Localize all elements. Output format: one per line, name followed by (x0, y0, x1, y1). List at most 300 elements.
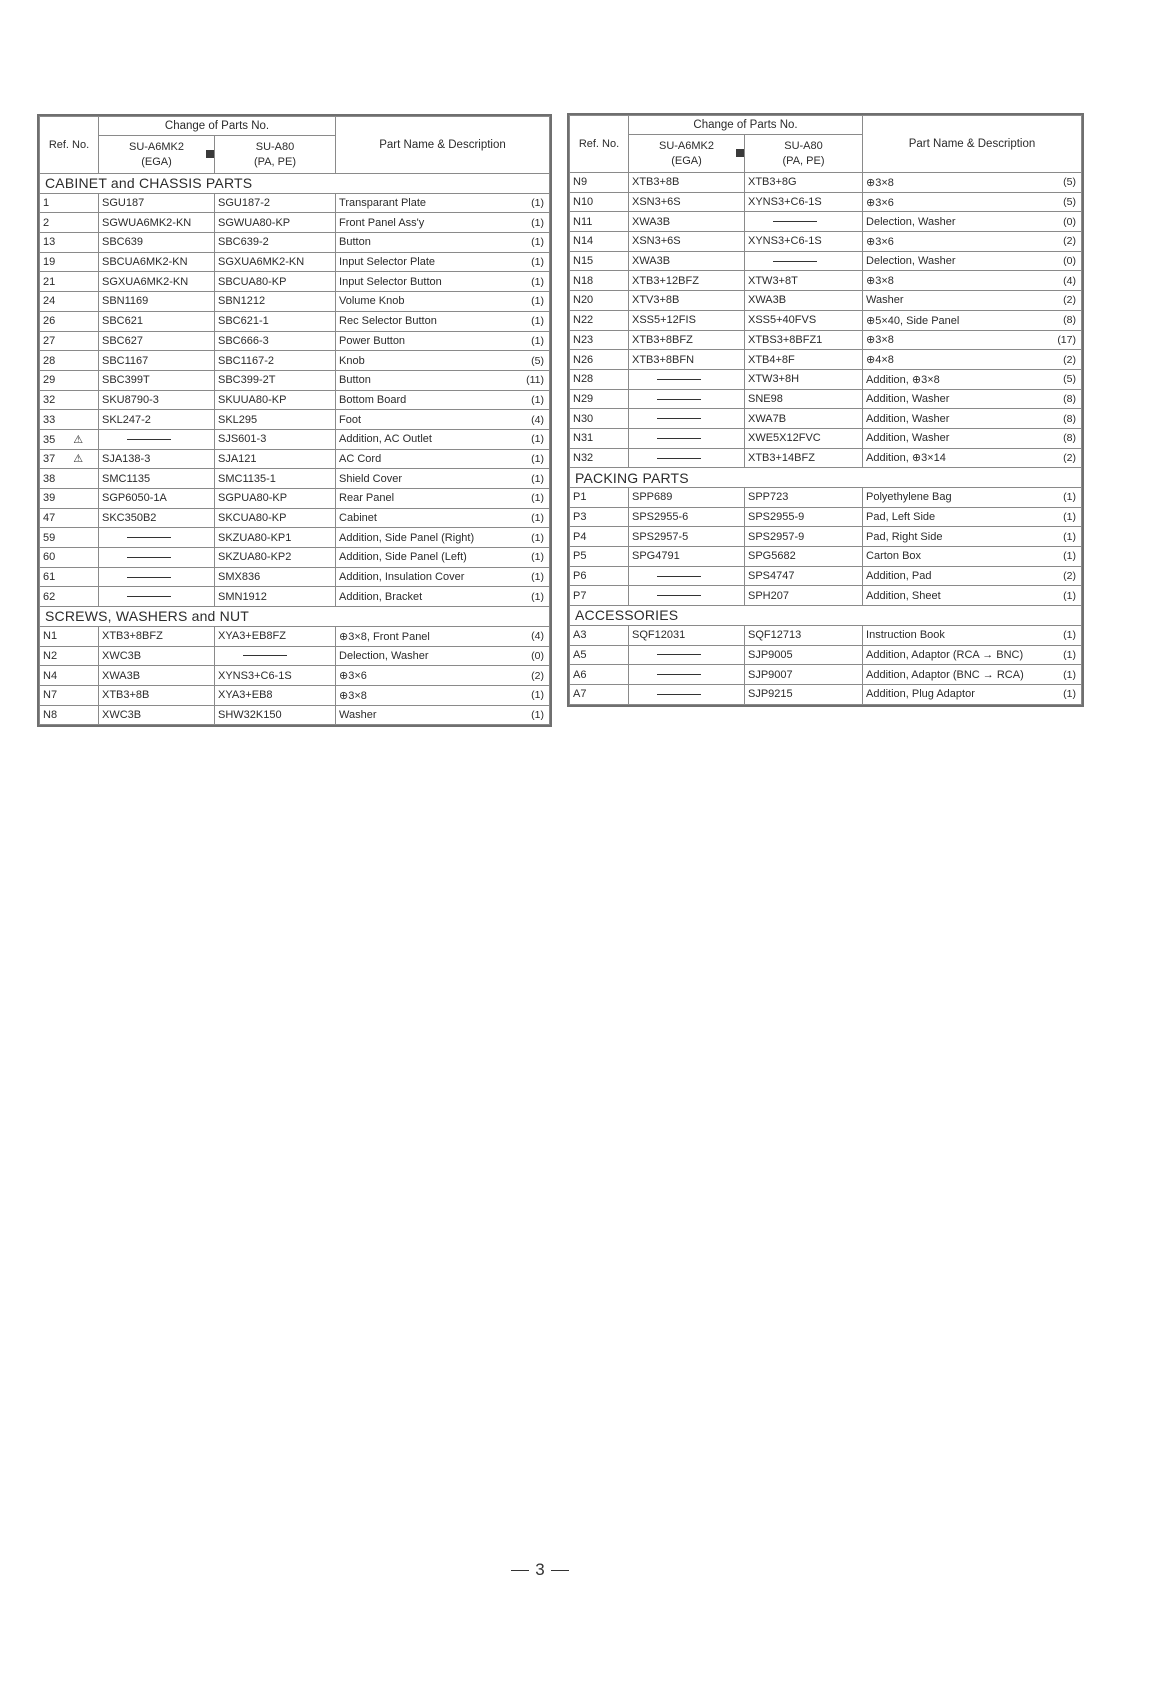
old-part-no-cell (629, 212, 745, 232)
table-row (570, 507, 1082, 527)
part-description: Bottom Board (339, 393, 407, 406)
description-cell (336, 311, 550, 331)
table-row (570, 271, 1082, 291)
new-part-no: SGPUA80-KP (218, 492, 288, 505)
new-part-no: XTBS3+8BFZ1 (748, 333, 823, 346)
description-cell (336, 429, 550, 449)
new-part-no-cell (215, 626, 336, 646)
description-cell (863, 488, 1082, 508)
new-part-no: SMC1135-1 (218, 472, 276, 485)
new-part-no: SGWUA80-KP (218, 216, 291, 229)
ref-no-cell (40, 272, 99, 292)
ref-no: N4 (43, 669, 58, 682)
ref-no: 28 (43, 354, 56, 367)
old-part-no-cell (629, 527, 745, 547)
old-part-no: XWA3B (632, 215, 671, 228)
table-row (570, 369, 1082, 389)
new-part-no-cell (745, 271, 863, 291)
quantity: (1) (531, 551, 544, 564)
new-part-no: SPS2955-9 (748, 511, 805, 524)
old-part-no: SBN1169 (102, 295, 149, 308)
description-cell (336, 508, 550, 528)
new-part-no-cell (215, 528, 336, 548)
table-row (40, 351, 550, 371)
part-description: Rear Panel (339, 492, 395, 505)
ref-no-cell (570, 369, 629, 389)
new-part-no: SKUUA80-KP (218, 393, 287, 406)
quantity: (1) (531, 275, 544, 288)
new-part-no-cell (745, 684, 863, 704)
quantity: (1) (1063, 648, 1076, 661)
old-part-no: XSN3+6S (632, 235, 681, 248)
part-description: ⊕3×8 (866, 275, 894, 288)
new-part-no-cell (745, 409, 863, 429)
old-region: (EGA) (141, 155, 172, 168)
part-description: Addition, Side Panel (Right) (339, 531, 475, 544)
new-part-no-cell (215, 567, 336, 587)
description-cell (336, 193, 550, 213)
quantity: (1) (531, 236, 544, 249)
quantity: (17) (1057, 333, 1076, 346)
description-cell (863, 389, 1082, 409)
old-part-no-cell (629, 409, 745, 429)
ref-no-cell (570, 547, 629, 567)
old-part-no-cell (99, 646, 215, 666)
ref-no-cell (570, 684, 629, 704)
part-description: Addition, Washer (866, 412, 950, 425)
ref-no-cell (40, 587, 99, 607)
quantity: (1) (1063, 668, 1076, 681)
table-row (40, 528, 550, 548)
ref-no: 39 (43, 492, 56, 505)
part-description: Addition, Sheet (866, 589, 941, 602)
ref-no-cell (570, 409, 629, 429)
old-part-no: XWA3B (632, 255, 671, 268)
old-part-no: SJA138-3 (102, 452, 151, 465)
table-row (570, 330, 1082, 350)
none-dash-line (127, 537, 171, 538)
part-description: Addition, Bracket (339, 590, 423, 603)
quantity: (1) (531, 708, 544, 721)
old-part-no: XWC3B (102, 649, 142, 662)
table-row (40, 567, 550, 587)
description-cell (863, 507, 1082, 527)
new-model-header (215, 136, 336, 174)
ref-no: 37 (43, 453, 56, 466)
none-dash-line (657, 418, 701, 419)
none-dash-line (127, 596, 171, 597)
new-part-no: SPG5682 (748, 550, 796, 563)
new-part-no-cell (215, 331, 336, 351)
description-cell (863, 251, 1082, 271)
new-part-no-cell (215, 429, 336, 449)
left-table-body (40, 174, 550, 725)
part-description: Addition, Plug Adaptor (866, 688, 975, 701)
new-part-no: XWA3B (748, 294, 787, 307)
new-part-no: XYA3+EB8 (218, 689, 273, 702)
old-part-no-cell (99, 292, 215, 312)
ref-no-cell (570, 291, 629, 311)
quantity: (2) (1063, 570, 1076, 583)
quantity: (1) (531, 452, 544, 465)
ref-no-cell (40, 233, 99, 253)
table-row (570, 428, 1082, 448)
description-cell (336, 410, 550, 430)
quantity: (1) (531, 492, 544, 505)
part-description: Instruction Book (866, 629, 945, 642)
new-part-no: SJP9005 (748, 648, 793, 661)
part-description: Addition, Insulation Cover (339, 571, 465, 584)
new-part-no-cell (215, 370, 336, 390)
new-part-no: SBC621-1 (218, 315, 269, 328)
old-part-no-cell (99, 429, 215, 449)
ref-no: 32 (43, 393, 56, 406)
table-row (40, 292, 550, 312)
new-part-no-cell (215, 311, 336, 331)
ref-no: P4 (573, 530, 587, 543)
description-cell (336, 646, 550, 666)
part-description: Input Selector Plate (339, 256, 436, 269)
part-description: Polyethylene Bag (866, 491, 952, 504)
description-cell (863, 566, 1082, 586)
ref-no-cell (570, 645, 629, 665)
ref-no: N15 (573, 255, 594, 268)
ref-no-header: Ref. No. (570, 116, 629, 173)
ref-no-cell (40, 252, 99, 272)
description-cell (863, 173, 1082, 193)
description-cell (863, 310, 1082, 330)
table-row (40, 390, 550, 410)
old-part-no: XTB3+8B (632, 176, 680, 189)
ref-no-cell (570, 665, 629, 685)
description-cell (863, 684, 1082, 704)
description-cell (863, 369, 1082, 389)
table-row (40, 213, 550, 233)
part-description: Washer (866, 294, 904, 307)
part-description: Power Button (339, 334, 406, 347)
part-description: Rec Selector Button (339, 315, 437, 328)
new-part-no: SPH207 (748, 589, 789, 602)
new-part-no: XWA7B (748, 412, 787, 425)
new-part-no-cell (745, 330, 863, 350)
old-model-header (99, 136, 215, 174)
part-description: ⊕3×8 (339, 689, 367, 702)
part-description: ⊕5×40, Side Panel (866, 314, 960, 327)
table-row (40, 252, 550, 272)
old-part-no: SBC639 (102, 236, 143, 249)
description-cell (863, 448, 1082, 468)
part-description: Addition, AC Outlet (339, 433, 432, 446)
quantity: (1) (1063, 629, 1076, 642)
new-part-no: XTB3+14BFZ (748, 451, 815, 464)
quantity: (1) (1063, 530, 1076, 543)
old-part-no-cell (629, 271, 745, 291)
new-part-no: XSS5+40FVS (748, 314, 817, 327)
new-part-no-cell (215, 292, 336, 312)
part-description: Volume Knob (339, 295, 405, 308)
ref-no: 60 (43, 551, 56, 564)
table-row (40, 193, 550, 213)
quantity: (2) (1063, 294, 1076, 307)
old-part-no: XTB3+8B (102, 689, 150, 702)
ref-no: A6 (573, 668, 587, 681)
quantity: (0) (1063, 255, 1076, 268)
part-description: ⊕4×8 (866, 354, 894, 367)
quantity: (4) (531, 413, 544, 426)
old-part-no-cell (99, 508, 215, 528)
description-cell (863, 271, 1082, 291)
new-region: (PA, PE) (254, 155, 296, 168)
ref-no: P7 (573, 589, 587, 602)
ref-no: 1 (43, 197, 50, 210)
quantity: (4) (1063, 274, 1076, 287)
table-row (570, 310, 1082, 330)
old-part-no: XTB3+12BFZ (632, 274, 699, 287)
old-part-no-cell (629, 448, 745, 468)
new-part-no: SNE98 (748, 392, 783, 405)
new-part-no: SPS2957-9 (748, 530, 805, 543)
new-part-no-cell (745, 310, 863, 330)
description-cell (863, 212, 1082, 232)
table-row (40, 587, 550, 607)
old-part-no: XWA3B (102, 669, 141, 682)
part-description: Foot (339, 413, 362, 426)
new-part-no: SBC1167-2 (218, 354, 275, 367)
new-part-no: XYNS3+C6-1S (748, 196, 822, 209)
old-part-no-cell (99, 528, 215, 548)
part-description: Addition, Adaptor (RCA → BNC) (866, 648, 1024, 661)
part-description: ⊕3×6 (339, 670, 367, 683)
table-row (40, 410, 550, 430)
none-dash-line (657, 399, 701, 400)
dash-right (551, 1570, 569, 1571)
new-part-no: SBCUA80-KP (218, 275, 287, 288)
description-cell (336, 489, 550, 509)
right-arrow-icon (736, 144, 745, 162)
new-part-no-cell (215, 193, 336, 213)
ref-no-cell (40, 666, 99, 686)
part-description: ⊕3×8 (866, 334, 894, 347)
description-cell (336, 272, 550, 292)
ref-no-cell (570, 251, 629, 271)
old-model: SU-A6MK2 (658, 139, 715, 152)
description-cell (863, 547, 1082, 567)
description-cell (336, 331, 550, 351)
old-part-no-cell (99, 489, 215, 509)
ref-no: A7 (573, 688, 587, 701)
ref-no-cell (570, 350, 629, 370)
old-part-no: XSS5+12FIS (632, 314, 696, 327)
quantity: (2) (1063, 451, 1076, 464)
ref-no: N11 (573, 215, 593, 228)
old-part-no-cell (99, 272, 215, 292)
old-part-no: XTV3+8B (632, 294, 680, 307)
part-description: Delection, Washer (339, 649, 429, 662)
old-part-no-cell (99, 351, 215, 371)
new-part-no: SBN1212 (218, 295, 266, 308)
part-description: Pad, Left Side (866, 511, 936, 524)
right-arrow-icon (206, 145, 215, 163)
table-row (570, 645, 1082, 665)
new-part-no: XYA3+EB8FZ (218, 630, 286, 643)
quantity: (2) (531, 669, 544, 682)
new-part-no-cell (215, 390, 336, 410)
old-part-no: SMC1135 (102, 472, 151, 485)
part-description: Input Selector Button (339, 275, 442, 288)
part-description: Button (339, 374, 371, 387)
ref-no: 62 (43, 590, 56, 603)
table-row (570, 527, 1082, 547)
part-description: Addition, Washer (866, 392, 950, 405)
old-part-no-cell (629, 488, 745, 508)
ref-no-cell (570, 507, 629, 527)
part-description: Addition, Side Panel (Left) (339, 551, 467, 564)
part-description: Cabinet (339, 512, 377, 525)
old-part-no: SPS2957-5 (632, 530, 689, 543)
old-part-no-cell (629, 507, 745, 527)
old-part-no-cell (629, 547, 745, 567)
section-header-row (40, 607, 550, 627)
old-part-no-cell (629, 645, 745, 665)
ref-no: 13 (43, 236, 56, 249)
old-part-no: SBC1167 (102, 354, 149, 367)
quantity: (8) (1063, 412, 1076, 425)
quantity: (5) (1063, 196, 1076, 209)
new-part-no-cell (745, 566, 863, 586)
table-row (570, 291, 1082, 311)
old-part-no-cell (99, 666, 215, 686)
new-part-no: SMN1912 (218, 590, 267, 603)
old-part-no-cell (99, 626, 215, 646)
new-part-no: SPS4747 (748, 570, 795, 583)
quantity: (11) (526, 374, 544, 387)
new-part-no: SBC666-3 (218, 334, 269, 347)
quantity: (1) (1063, 688, 1076, 701)
part-description: ⊕3×6 (866, 196, 894, 209)
old-part-no-cell (629, 330, 745, 350)
ref-no: 38 (43, 472, 56, 485)
table-row (40, 685, 550, 705)
part-description: Shield Cover (339, 472, 402, 485)
ref-no-cell (40, 508, 99, 528)
table-row (570, 547, 1082, 567)
description-cell (863, 291, 1082, 311)
old-part-no-cell (99, 233, 215, 253)
old-part-no-cell (99, 587, 215, 607)
old-part-no: XWC3B (102, 708, 142, 721)
ref-no-cell (40, 489, 99, 509)
new-part-no: XTB4+8F (748, 353, 795, 366)
ref-no-cell (570, 389, 629, 409)
new-part-no-cell (215, 252, 336, 272)
ref-no-cell (40, 410, 99, 430)
old-part-no-cell (629, 232, 745, 252)
warning-triangle-icon: ⚠ (73, 433, 84, 446)
ref-no: N31 (573, 432, 594, 445)
new-part-no: SJP9007 (748, 668, 793, 681)
ref-no-cell (40, 370, 99, 390)
new-part-no: XYNS3+C6-1S (748, 235, 822, 248)
description-cell (336, 390, 550, 410)
description-cell (336, 705, 550, 725)
description-cell (863, 192, 1082, 212)
description-cell (336, 370, 550, 390)
old-part-no-cell (99, 213, 215, 233)
table-row (570, 409, 1082, 429)
part-description: ⊕3×8, Front Panel (339, 630, 430, 643)
section-title: ACCESSORIES (570, 606, 1082, 626)
old-part-no: SGXUA6MK2-KN (102, 275, 189, 288)
quantity: (1) (531, 216, 544, 229)
new-part-no: SGU187-2 (218, 197, 270, 210)
part-description: Delection, Washer (866, 255, 956, 268)
ref-no-cell (40, 548, 99, 568)
description-cell (863, 428, 1082, 448)
description-cell (336, 685, 550, 705)
quantity: (1) (1063, 491, 1076, 504)
new-part-no-cell (745, 586, 863, 606)
new-part-no-cell (745, 232, 863, 252)
ref-no-cell (40, 331, 99, 351)
ref-no: 26 (43, 315, 56, 328)
table-row (40, 331, 550, 351)
old-part-no: SPP689 (632, 491, 673, 504)
parts-table-left (39, 116, 550, 725)
table-row (570, 566, 1082, 586)
old-part-no-cell (99, 685, 215, 705)
table-row (570, 625, 1082, 645)
new-part-no: XTW3+8T (748, 274, 798, 287)
description-cell (863, 665, 1082, 685)
ref-no: P5 (573, 550, 587, 563)
part-description: Front Panel Ass'y (339, 216, 425, 229)
old-part-no-cell (99, 548, 215, 568)
new-part-no-cell (745, 350, 863, 370)
ref-no: N30 (573, 412, 594, 425)
none-dash-line (657, 654, 701, 655)
old-part-no-cell (99, 410, 215, 430)
old-part-no: SPG4791 (632, 550, 680, 563)
part-description: Delection, Washer (866, 215, 956, 228)
ref-no: A3 (573, 629, 587, 642)
ref-no: N28 (573, 373, 594, 386)
ref-no-cell (570, 232, 629, 252)
parts-table-right (569, 115, 1082, 705)
old-part-no-cell (99, 390, 215, 410)
new-part-no-cell (745, 448, 863, 468)
ref-no-cell (40, 685, 99, 705)
ref-no: 24 (43, 295, 56, 308)
old-part-no: SGP6050-1A (102, 492, 167, 505)
new-part-no: SBC399-2T (218, 374, 276, 387)
part-description: AC Cord (339, 452, 382, 465)
ref-no: P1 (573, 491, 587, 504)
quantity: (2) (1063, 235, 1076, 248)
new-part-no: SMX836 (218, 571, 261, 584)
ref-no-cell (40, 646, 99, 666)
new-part-no-cell (745, 645, 863, 665)
new-part-no-cell (215, 587, 336, 607)
section-title: PACKING PARTS (570, 468, 1082, 488)
ref-no-cell (570, 448, 629, 468)
dash-left (511, 1570, 529, 1571)
part-description: Pad, Right Side (866, 530, 943, 543)
part-description: ⊕3×6 (866, 235, 894, 248)
none-dash-line (127, 557, 171, 558)
new-model: SU-A80 (784, 139, 823, 152)
old-part-no: SBC627 (102, 334, 143, 347)
old-part-no: SGU187 (102, 197, 145, 210)
